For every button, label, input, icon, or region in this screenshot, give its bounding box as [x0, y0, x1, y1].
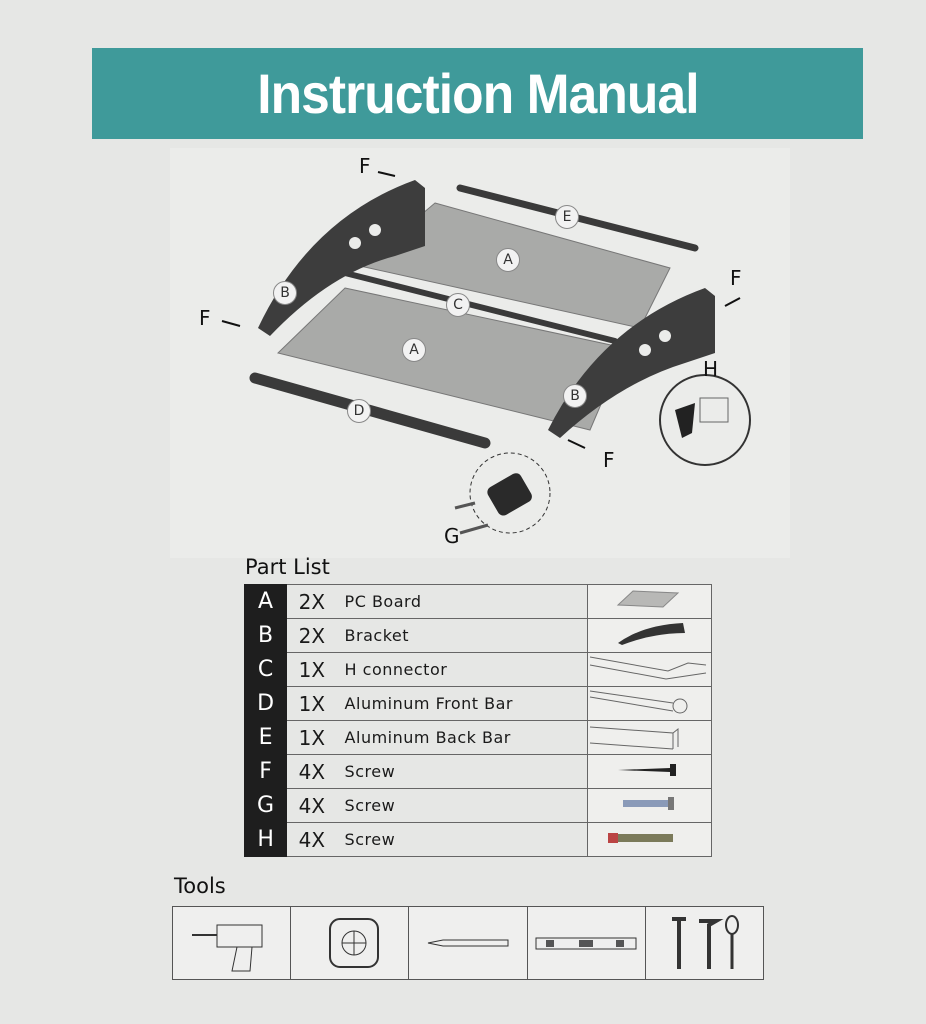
label-f-left: F [199, 306, 211, 330]
callout-b-right: B [563, 384, 587, 408]
expansion-bolt-icon [587, 823, 711, 857]
part-row [245, 721, 712, 755]
part-name: Aluminum Front Bar [337, 687, 587, 721]
callout-e: E [555, 205, 579, 229]
label-h: H [703, 357, 719, 381]
part-qty: 4X [287, 755, 337, 789]
callout-d: D [347, 399, 371, 423]
wood-screw-icon [587, 755, 711, 789]
assembly-diagram [170, 148, 790, 558]
assembly-illustration [170, 148, 790, 558]
tools-title: Tools [174, 874, 226, 898]
part-code: D [245, 687, 287, 721]
label-f-bottom: F [603, 448, 615, 472]
part-name: Bracket [337, 619, 587, 653]
spirit-level-icon [528, 907, 646, 979]
back-bar-icon [587, 721, 711, 755]
part-qty: 1X [287, 721, 337, 755]
pencil-icon [409, 907, 527, 979]
front-bar-icon [587, 687, 711, 721]
part-list-title: Part List [245, 555, 330, 579]
part-qty: 2X [287, 585, 337, 619]
part-row [245, 619, 712, 653]
part-name: PC Board [337, 585, 587, 619]
part-qty: 4X [287, 789, 337, 823]
bracket-icon [587, 619, 711, 653]
label-f-right: F [730, 266, 742, 290]
part-name: H connector [337, 653, 587, 687]
part-row [245, 687, 712, 721]
tape-measure-icon [291, 907, 409, 979]
part-name: Screw [337, 755, 587, 789]
part-code: C [245, 653, 287, 687]
part-code: B [245, 619, 287, 653]
part-code: E [245, 721, 287, 755]
h-connector-icon [587, 653, 711, 687]
label-f-top: F [359, 154, 371, 178]
part-name: Screw [337, 823, 587, 857]
callout-a-front: A [402, 338, 426, 362]
label-g: G [444, 524, 460, 548]
part-qty: 4X [287, 823, 337, 857]
part-qty: 1X [287, 687, 337, 721]
part-name: Aluminum Back Bar [337, 721, 587, 755]
self-tapping-screw-icon [587, 789, 711, 823]
tools-table [172, 906, 764, 980]
hand-tools-icon [646, 907, 763, 979]
part-code: G [245, 789, 287, 823]
drill-icon [173, 907, 291, 979]
part-code: A [245, 585, 287, 619]
part-row [245, 789, 712, 823]
part-qty: 1X [287, 653, 337, 687]
part-row [245, 653, 712, 687]
part-row [245, 755, 712, 789]
callout-b-left: B [273, 281, 297, 305]
page-title: Instruction Manual [256, 62, 699, 125]
part-qty: 2X [287, 619, 337, 653]
part-code: H [245, 823, 287, 857]
callout-a-back: A [496, 248, 520, 272]
part-name: Screw [337, 789, 587, 823]
title-banner [92, 48, 863, 139]
part-row [245, 823, 712, 857]
part-list-table [244, 584, 712, 857]
pc-board-icon [587, 585, 711, 619]
part-row [245, 585, 712, 619]
part-code: F [245, 755, 287, 789]
callout-c: C [446, 293, 470, 317]
